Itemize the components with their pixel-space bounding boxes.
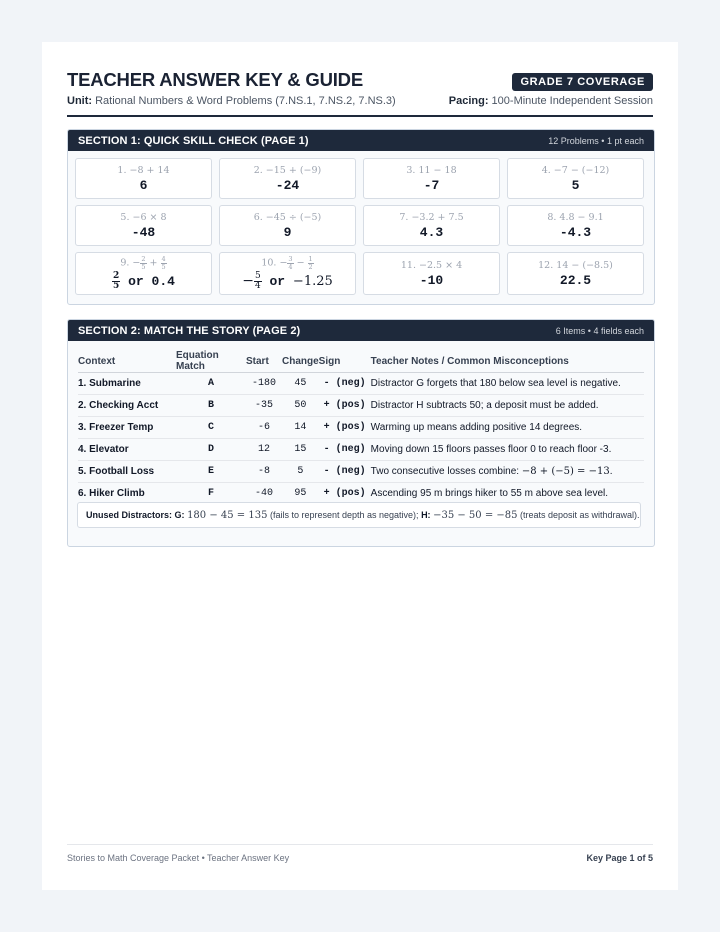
prompt-operator: − xyxy=(293,257,308,269)
answer-or: or xyxy=(261,273,293,289)
table-header-row xyxy=(78,350,644,373)
cell-context: 4. Elevator xyxy=(78,439,176,461)
col-change: Change xyxy=(282,350,319,373)
cell-context: 2. Checking Acct xyxy=(78,395,176,417)
answer-sign: − xyxy=(242,272,254,289)
note-end: . xyxy=(609,466,613,477)
denominator: 5 xyxy=(141,262,146,271)
unused-distractors xyxy=(77,502,641,528)
denominator: 5 xyxy=(161,262,166,271)
problem-card xyxy=(75,205,212,246)
cell-sign: + (pos) xyxy=(323,488,366,499)
unit-value: Rational Numbers & Word Problems (7.NS.1, 7.NS.2, 7.NS.3) xyxy=(95,95,396,107)
problem-prompt: 3. 11 − 18 xyxy=(406,164,457,176)
numerator: 1 xyxy=(308,255,313,263)
note-text: Two consecutive losses combine: xyxy=(370,466,522,477)
distractors-label: Unused Distractors: xyxy=(86,510,173,520)
answer-key-page xyxy=(42,42,678,890)
cell-equation: F xyxy=(207,488,214,499)
section-title: SECTION 1: QUICK SKILL CHECK (PAGE 1) xyxy=(78,134,309,147)
problem-prompt: 1. −8 + 14 xyxy=(117,164,170,176)
cell-change: 45 xyxy=(282,373,319,395)
distractor-g-label: G: xyxy=(174,510,185,520)
problem-prompt: 7. −3.2 + 7.5 xyxy=(399,211,464,223)
distractor-g-text: (fails to represent depth as negative); xyxy=(269,510,419,520)
cell-sign: + (pos) xyxy=(319,417,371,439)
col-equation-match: Equation Match xyxy=(176,350,246,373)
cell-sign: - (neg) xyxy=(319,439,371,461)
section-match-the-story xyxy=(67,319,655,547)
numerator: 2 xyxy=(141,255,146,263)
page-footer xyxy=(67,844,653,863)
pacing-value: 100-Minute Independent Session xyxy=(491,95,653,107)
problem-prompt: 8. 4.8 − 9.1 xyxy=(547,211,604,223)
cell-sign: - (neg) xyxy=(319,373,371,395)
cell-note: Warming up means adding positive 14 degrees. xyxy=(371,417,644,439)
problem-prompt xyxy=(120,256,166,270)
cell-sign: - (neg) xyxy=(319,461,371,483)
cell-note: Moving down 15 floors passes floor 0 to reach floor -3. xyxy=(371,439,644,461)
table-row xyxy=(78,439,644,461)
problem-answer: 4.3 xyxy=(419,224,444,240)
pacing-label: Pacing: xyxy=(448,95,489,107)
note-math: −8 + (−5) = −13 xyxy=(521,466,610,477)
problem-card xyxy=(363,252,500,295)
col-sign: Sign xyxy=(319,350,371,373)
cell-change: 50 xyxy=(282,395,319,417)
cell-note: Distractor G forgets that 180 below sea level is negative. xyxy=(371,373,644,395)
cell-start: -6 xyxy=(246,417,282,439)
problem-answer: -48 xyxy=(131,224,156,240)
cell-start: 12 xyxy=(246,439,282,461)
cell-change: 15 xyxy=(282,439,319,461)
numerator: 4 xyxy=(161,255,166,263)
problem-card xyxy=(363,205,500,246)
cell-equation: B xyxy=(176,395,246,417)
story-match-table xyxy=(78,350,644,504)
col-notes: Teacher Notes / Common Misconceptions xyxy=(371,350,644,373)
distractor-h-math: −35 − 50 = −85 xyxy=(433,509,518,521)
fraction xyxy=(161,256,167,270)
pacing-info xyxy=(449,95,653,107)
section-note: 12 Problems • 1 pt each xyxy=(548,135,644,146)
prompt-prefix: 10. − xyxy=(261,257,288,269)
section-header xyxy=(68,320,654,341)
prompt-operator: + xyxy=(146,257,161,269)
numerator: 5 xyxy=(254,271,261,281)
problem-card xyxy=(75,252,212,295)
cell-context: 6. Hiker Climb xyxy=(78,488,145,499)
distractor-g-math: 180 − 45 = 135 xyxy=(187,509,268,521)
section-title: SECTION 2: MATCH THE STORY (PAGE 2) xyxy=(78,324,301,337)
section-quick-skill-check xyxy=(67,129,655,305)
problem-prompt: 6. −45 ÷ (−5) xyxy=(253,211,322,223)
problem-answer: 5 xyxy=(571,177,580,193)
table-row xyxy=(78,373,644,395)
problem-answer xyxy=(112,272,175,291)
problem-answer: -7 xyxy=(423,177,440,193)
table-row xyxy=(78,417,644,439)
problem-answer xyxy=(242,272,333,291)
problem-prompt xyxy=(261,256,313,270)
answer-or: or xyxy=(120,273,152,289)
col-start: Start xyxy=(246,350,282,373)
numerator: 3 xyxy=(288,255,293,263)
table-row xyxy=(78,461,644,483)
cell-note: Ascending 95 m brings hiker to 55 m above sea level. xyxy=(370,488,609,499)
cell-equation: D xyxy=(176,439,246,461)
cell-context: 1. Submarine xyxy=(78,373,176,395)
problem-answer: 9 xyxy=(283,224,292,240)
problem-card xyxy=(219,158,356,199)
cell-note: Distractor H subtracts 50; a deposit must be added. xyxy=(371,395,644,417)
page-title: TEACHER ANSWER KEY & GUIDE xyxy=(67,69,363,90)
problem-answer: -4.3 xyxy=(559,224,592,240)
unit-label: Unit: xyxy=(67,95,93,107)
problem-card xyxy=(75,158,212,199)
unit-info xyxy=(67,95,396,107)
cell-note xyxy=(371,461,644,483)
problem-answer: 6 xyxy=(139,177,148,193)
problem-prompt: 2. −15 + (−9) xyxy=(253,164,322,176)
problem-card xyxy=(219,252,356,295)
denominator: 5 xyxy=(113,281,120,291)
problem-prompt: 5. −6 × 8 xyxy=(120,211,167,223)
problem-prompt: 4. −7 − (−12) xyxy=(541,164,610,176)
numerator: 2 xyxy=(113,271,120,281)
cell-sign: + (pos) xyxy=(319,395,371,417)
grade-badge: GRADE 7 COVERAGE xyxy=(512,73,653,91)
col-context: Context xyxy=(78,350,176,373)
prompt-prefix: 9. − xyxy=(120,257,141,269)
problem-prompt: 11. −2.5 × 4 xyxy=(400,259,463,271)
fraction xyxy=(308,256,314,270)
problem-card xyxy=(219,205,356,246)
cell-context: 5. Football Loss xyxy=(78,461,176,483)
problem-grid xyxy=(75,158,644,295)
cell-start: -40 xyxy=(254,488,273,499)
denominator: 4 xyxy=(254,281,261,291)
footer-left: Stories to Math Coverage Packet • Teacher Answer Key xyxy=(67,853,290,863)
problem-card xyxy=(363,158,500,199)
cell-change: 14 xyxy=(282,417,319,439)
cell-equation: E xyxy=(176,461,246,483)
meta-row xyxy=(67,95,653,107)
problem-card xyxy=(507,205,644,246)
cell-change: 5 xyxy=(282,461,319,483)
footer-page-number: Key Page 1 of 5 xyxy=(586,853,653,863)
denominator: 2 xyxy=(308,262,313,271)
problem-prompt: 12. 14 − (−8.5) xyxy=(538,259,613,271)
problem-card xyxy=(507,252,644,295)
distractor-h-label: H: xyxy=(421,510,431,520)
denominator: 4 xyxy=(288,262,293,271)
table-row xyxy=(78,483,644,505)
header-divider xyxy=(67,115,653,117)
cell-equation: C xyxy=(176,417,246,439)
answer-decimal: −1.25 xyxy=(292,273,333,289)
section-header xyxy=(68,130,654,151)
problem-answer: -24 xyxy=(275,177,300,193)
answer-fraction xyxy=(254,272,262,291)
answer-decimal: 0.4 xyxy=(151,273,175,289)
problem-answer: 22.5 xyxy=(559,272,592,288)
cell-start: -35 xyxy=(246,395,282,417)
problem-answer: -10 xyxy=(419,272,444,288)
cell-equation: A xyxy=(176,373,246,395)
cell-context: 3. Freezer Temp xyxy=(78,417,176,439)
table-row xyxy=(78,395,644,417)
cell-change: 95 xyxy=(294,488,307,499)
distractor-h-text: (treats deposit as withdrawal). xyxy=(520,510,640,520)
section-note: 6 Items • 4 fields each xyxy=(555,325,644,336)
cell-start: -8 xyxy=(246,461,282,483)
problem-card xyxy=(507,158,644,199)
cell-start: -180 xyxy=(246,373,282,395)
